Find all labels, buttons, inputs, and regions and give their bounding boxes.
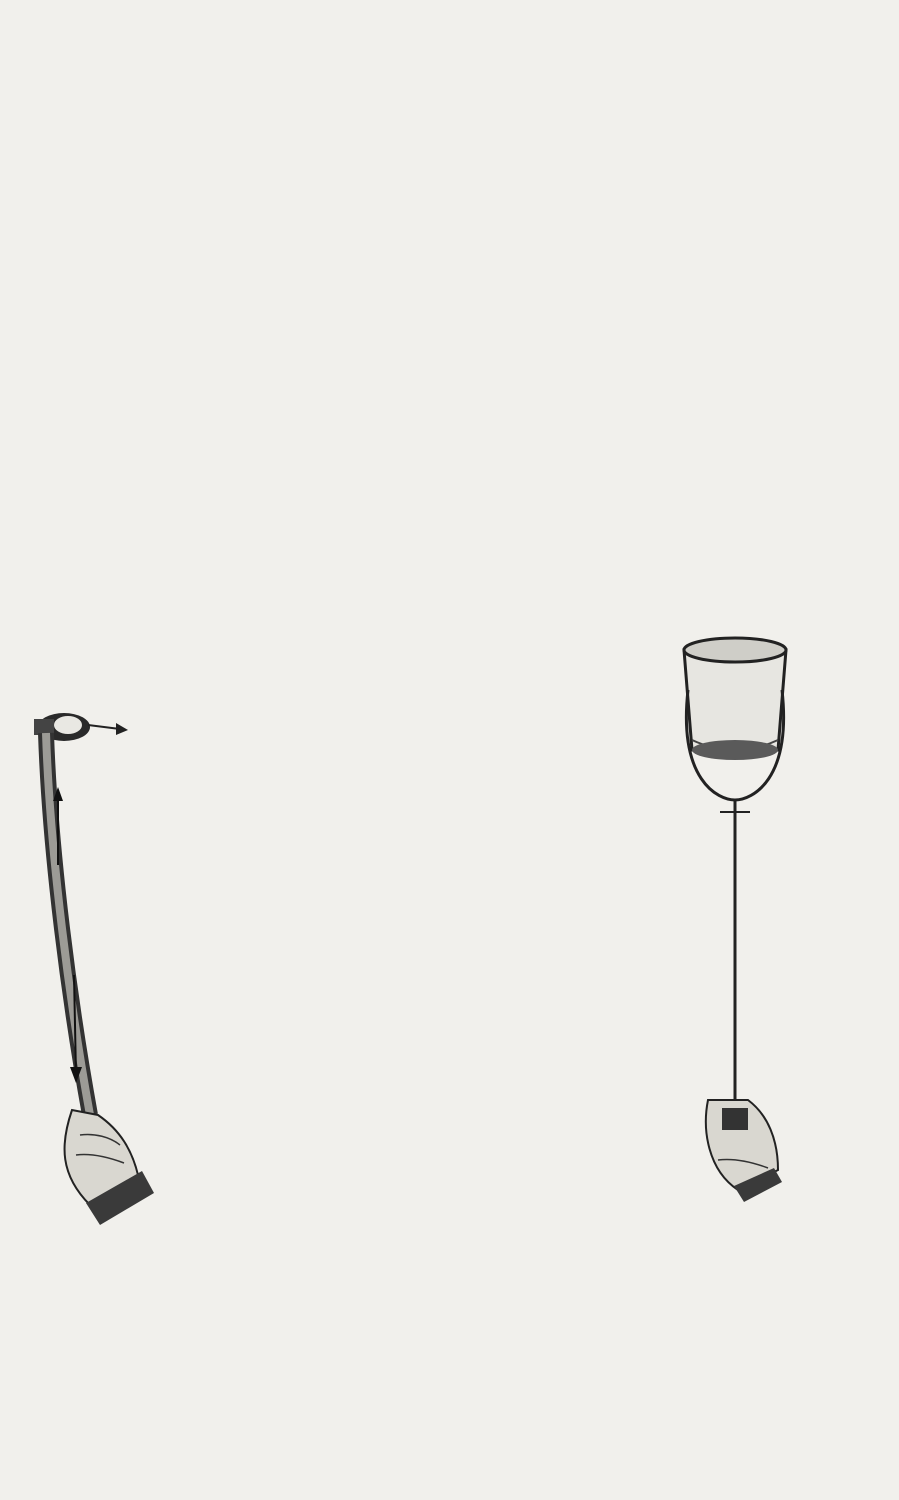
figure-36-illustration: [20, 705, 180, 1245]
figure-37-illustration: [678, 630, 798, 1210]
